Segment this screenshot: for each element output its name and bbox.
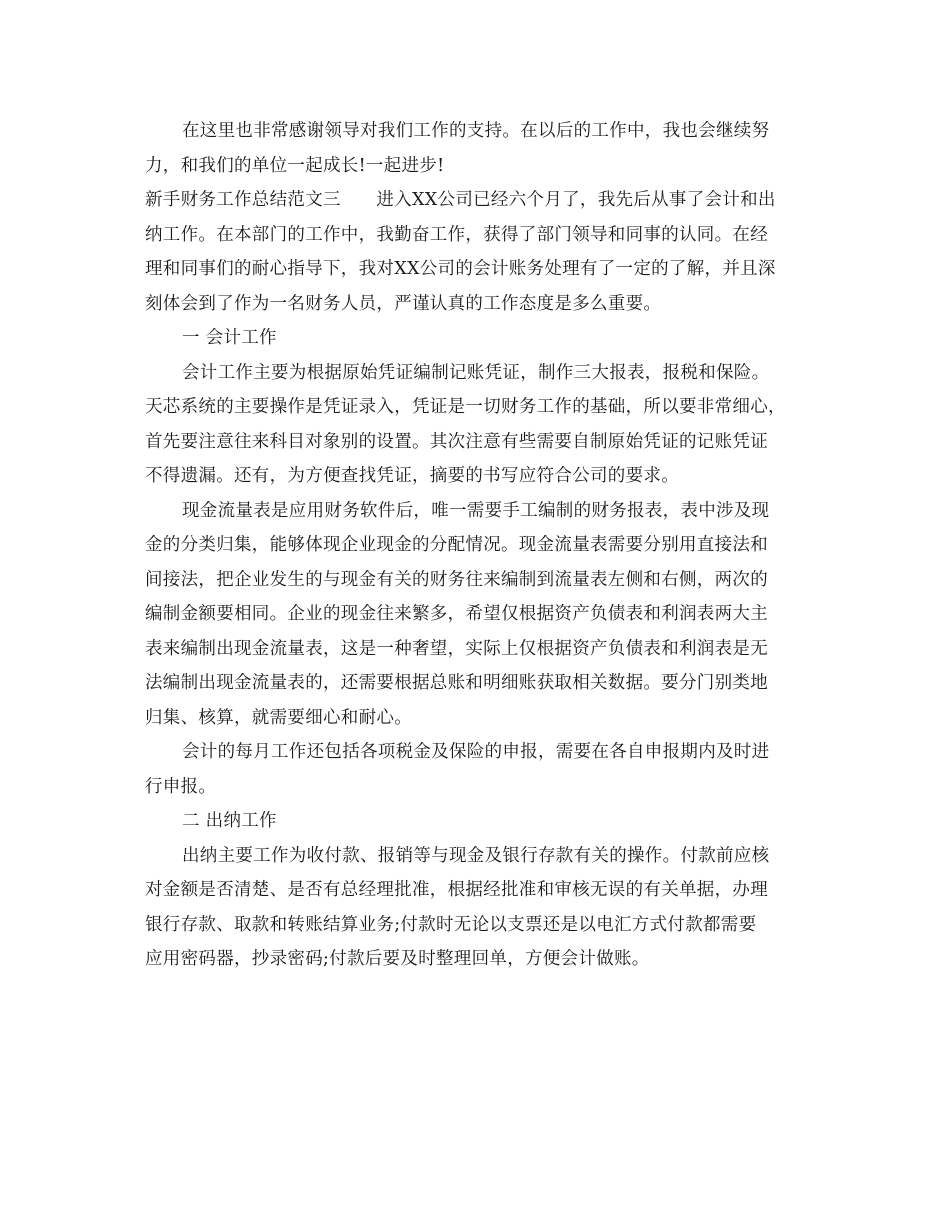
text-line: 表来编制出现金流量表，这是一种奢望，实际上仅根据资产负债表和利润表是无 bbox=[145, 638, 768, 659]
text-line: 在这里也非常感谢领导对我们工作的支持。在以后的工作中，我也会继续努 bbox=[182, 121, 770, 141]
text-line: 天芯系统的主要操作是凭证录入，凭证是一切财务工作的基础，所以要非常细心， bbox=[145, 397, 786, 417]
text-line: 一 会计工作 bbox=[182, 328, 277, 348]
text-line: 现金流量表是应用财务软件后，唯一需要手工编制的财务报表，表中涉及现 bbox=[182, 500, 770, 521]
text-line: 会计工作主要为根据原始凭证编制记账凭证，制作三大报表，报税和保险。 bbox=[182, 362, 770, 383]
text-line: 力，和我们的单位一起成长!一起进步! bbox=[145, 155, 445, 176]
text-line: 编制金额要相同。企业的现金往来繁多，希望仅根据资产负债表和利润表两大主 bbox=[145, 604, 768, 624]
text-line: 银行存款、取款和转账结算业务;付款时无论以支票还是以电汇方式付款都需要 bbox=[145, 914, 757, 935]
text-line: 间接法，把企业发生的与现金有关的财务往来编制到流量表左侧和右侧，两次的 bbox=[145, 569, 768, 590]
text-line: 首先要注意往来科目对象别的设置。其次注意有些需要自制原始凭证的记账凭证 bbox=[145, 431, 768, 452]
text-line: 对金额是否清楚、是否有总经理批准，根据经批准和审核无误的有关单据，办理 bbox=[145, 880, 768, 900]
text-line: 不得遗漏。还有，为方便查找凭证，摘要的书写应符合公司的要求。 bbox=[145, 466, 679, 486]
text-line: 归集、核算，就需要细心和耐心。 bbox=[145, 707, 412, 728]
text-line: 新手财务工作总结范文三 进入XX公司已经六个月了，我先后从事了会计和出 bbox=[145, 190, 776, 210]
text-line: 刻体会到了作为一名财务人员，严谨认真的工作态度是多么重要。 bbox=[145, 293, 662, 314]
text-line: 行申报。 bbox=[145, 776, 217, 797]
text-line: 应用密码器，抄录密码;付款后要及时整理回单，方便会计做账。 bbox=[145, 949, 650, 969]
text-line: 纳工作。在本部门的工作中，我勤奋工作，获得了部门领导和同事的认同。在经 bbox=[145, 224, 768, 245]
text-line: 出纳主要工作为收付款、报销等与现金及银行存款有关的操作。付款前应核 bbox=[182, 845, 770, 866]
text-line: 会计的每月工作还包括各项税金及保险的申报，需要在各自申报期内及时进 bbox=[182, 742, 770, 762]
text-line: 金的分类归集，能够体现企业现金的分配情况。现金流量表需要分别用直接法和 bbox=[145, 535, 768, 555]
text-line: 理和同事们的耐心指导下，我对XX公司的会计账务处理有了一定的了解，并且深 bbox=[145, 259, 776, 279]
document-body bbox=[145, 114, 810, 977]
text-line: 法编制出现金流量表的，还需要根据总账和明细账获取相关数据。要分门别类地 bbox=[145, 673, 768, 693]
text-line: 二 出纳工作 bbox=[182, 811, 277, 831]
